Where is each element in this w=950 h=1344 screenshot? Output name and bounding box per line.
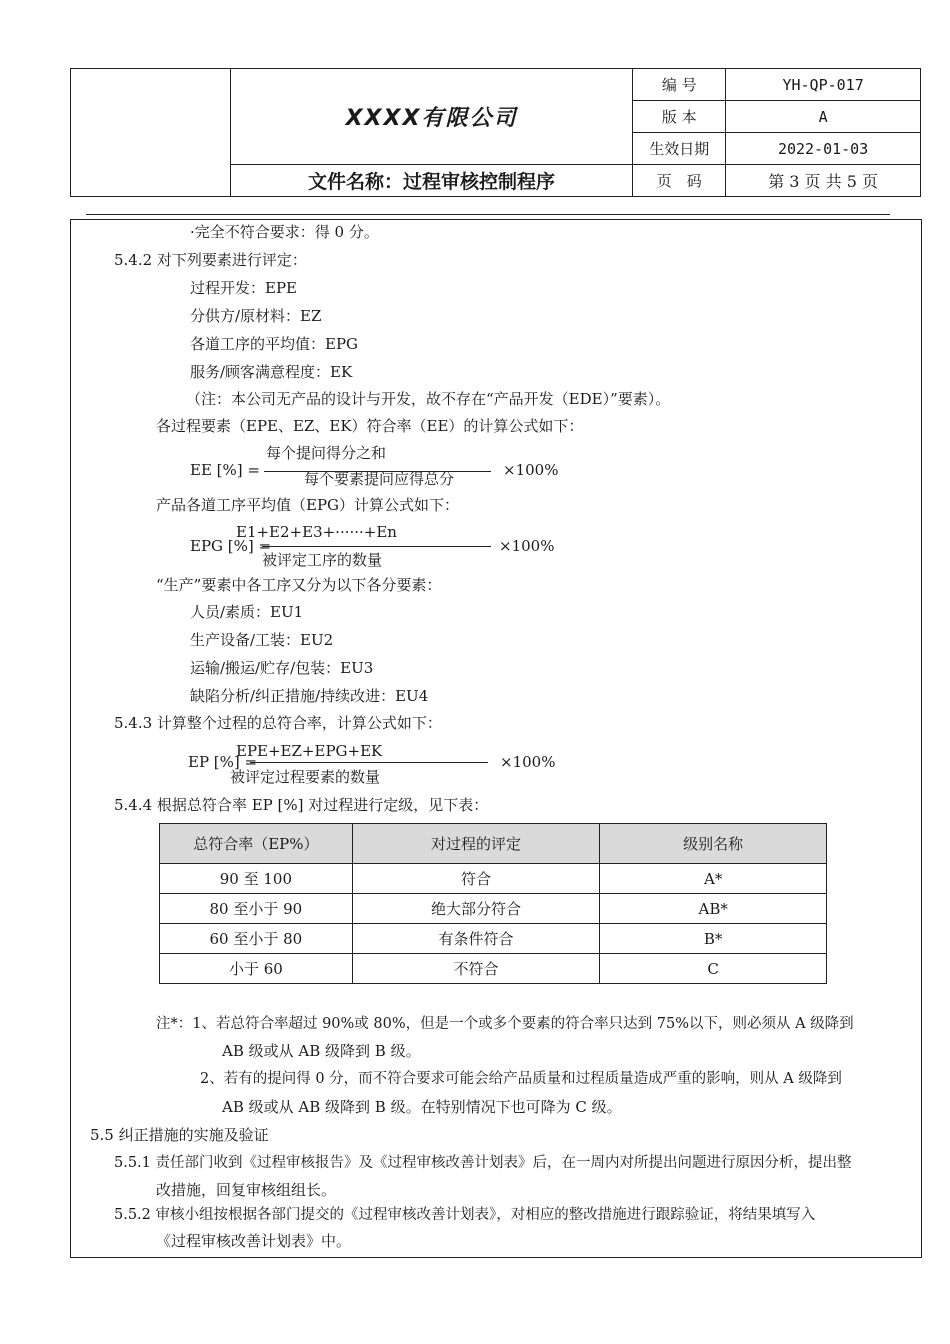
- ee-intro: 各过程要素（EPE、EZ、EK）符合率（EE）的计算公式如下：: [156, 417, 584, 435]
- table-cell: 符合: [352, 864, 600, 894]
- table-row: [160, 954, 827, 984]
- grade-table: [159, 823, 827, 984]
- sub-element-item: 人员/素质：EU1: [190, 603, 304, 621]
- table-cell: 小于 60: [160, 954, 353, 984]
- field-label: 生效日期: [633, 133, 726, 165]
- section-5-4-4: 5.4.4 根据总符合率 EP [%] 对过程进行定级，见下表：: [114, 796, 489, 814]
- ep-fraction-bar: [250, 762, 488, 763]
- ee-lhs: EE [%] =: [190, 461, 260, 479]
- table-cell: 绝大部分符合: [352, 894, 600, 924]
- note-2-line-2: AB 级或从 AB 级降到 B 级。在特别情况下也可降为 C 级。: [222, 1098, 622, 1116]
- section-5-5-title: 5.5 纠正措施的实施及验证: [90, 1126, 269, 1144]
- table-header: 级别名称: [600, 824, 827, 864]
- element-item: 各道工序的平均值：EPG: [190, 335, 359, 353]
- table-cell: 不符合: [352, 954, 600, 984]
- epg-denominator: 被评定工序的数量: [262, 551, 383, 569]
- ep-multiplier: ×100%: [500, 753, 556, 771]
- element-item: 服务/顾客满意程度：EK: [190, 363, 353, 381]
- table-row: [160, 894, 827, 924]
- epg-numerator: E1+E2+E3+······+En: [236, 523, 397, 541]
- note-2-line-1: 2、若有的提问得 0 分，而不符合要求可能会给产品质量和过程质量造成严重的影响，则从 A 级降到: [200, 1071, 842, 1087]
- ee-numerator: 每个提问得分之和: [266, 444, 387, 462]
- note-ede: （注：本公司无产品的设计与开发，故不存在“产品开发（EDE）”要素）。: [186, 390, 671, 408]
- epg-fraction-bar: [262, 546, 491, 547]
- doc-title-cell: [230, 165, 633, 197]
- note-1-line-2: AB 级或从 AB 级降到 B 级。: [222, 1042, 421, 1060]
- table-cell: 90 至 100: [160, 864, 353, 894]
- table-cell: 80 至小于 90: [160, 894, 353, 924]
- ep-lhs: EP [%] =: [188, 753, 258, 771]
- field-value-page: 第 3 页 共 5 页: [726, 165, 921, 197]
- section-5-4-2: 5.4.2 对下列要素进行评定：: [114, 251, 307, 269]
- table-header: 总符合率（EP%）: [160, 824, 353, 864]
- element-item: 过程开发：EPE: [190, 279, 297, 297]
- section-5-5-2-line-2: 《过程审核改善计划表》中。: [156, 1232, 352, 1250]
- field-label: 页 码: [633, 165, 726, 197]
- field-label: 版 本: [633, 101, 726, 133]
- table-cell: AB*: [600, 894, 827, 924]
- ee-multiplier: ×100%: [503, 461, 559, 479]
- table-header: 对过程的评定: [352, 824, 600, 864]
- ee-denominator: 每个要素提问应得总分: [304, 470, 455, 488]
- sub-element-item: 运输/搬运/贮存/包装：EU3: [190, 659, 374, 677]
- table-cell: 有条件符合: [352, 924, 600, 954]
- field-label: 编 号: [633, 69, 726, 101]
- sub-element-item: 缺陷分析/纠正措施/持续改进：EU4: [190, 687, 429, 705]
- table-header-row: [160, 824, 827, 864]
- field-value-effective-date: 2022-01-03: [726, 133, 921, 165]
- prod-intro: “生产”要素中各工序又分为以下各分要素：: [156, 576, 442, 594]
- ep-numerator: EPE+EZ+EPG+EK: [236, 742, 383, 760]
- header-rule: [86, 214, 890, 215]
- section-5-4-3: 5.4.3 计算整个过程的总符合率，计算公式如下：: [114, 714, 442, 732]
- epg-multiplier: ×100%: [499, 537, 555, 555]
- company-name-cell: [230, 69, 633, 165]
- table-cell: A*: [600, 864, 827, 894]
- epg-lhs: EPG [%] =: [190, 537, 272, 555]
- document-header: [70, 68, 921, 197]
- table-cell: B*: [600, 924, 827, 954]
- field-value-doc-number: YH-QP-017: [726, 69, 921, 101]
- element-item: 分供方/原材料：EZ: [190, 307, 322, 325]
- logo-cell: [71, 69, 231, 197]
- field-value-version: A: [726, 101, 921, 133]
- sub-element-item: 生产设备/工装：EU2: [190, 631, 334, 649]
- section-5-5-2-line-1: 5.5.2 审核小组按根据各部门提交的《过程审核改善计划表》，对相应的整改措施进行跟踪验证，将结果填写入: [114, 1207, 816, 1223]
- section-5-5-1-line-1: 5.5.1 责任部门收到《过程审核报告》及《过程审核改善计划表》后，在一周内对所提出问题进行原因分析，提出整: [114, 1155, 852, 1171]
- note-1-line-1: 注*：1、若总符合率超过 90%或 80%，但是一个或多个要素的符合率只达到 75%以下，则必须从 A 级降到: [156, 1016, 854, 1032]
- section-5-5-1-line-2: 改措施，回复审核组组长。: [156, 1181, 337, 1199]
- epg-intro: 产品各道工序平均值（EPG）计算公式如下：: [156, 496, 460, 514]
- table-row: [160, 864, 827, 894]
- table-cell: 60 至小于 80: [160, 924, 353, 954]
- text-line: ·完全不符合要求：得 0 分。: [190, 223, 379, 241]
- table-cell: C: [600, 954, 827, 984]
- company-name: XXXX有限公司: [345, 106, 518, 131]
- doc-title: 文件名称：过程审核控制程序: [308, 171, 556, 193]
- table-row: [160, 924, 827, 954]
- ep-denominator: 被评定过程要素的数量: [230, 768, 381, 786]
